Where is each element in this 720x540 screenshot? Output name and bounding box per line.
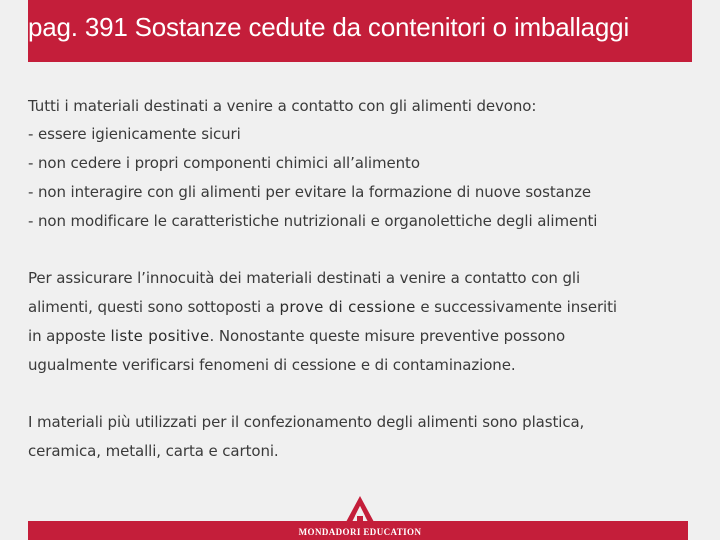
mondadori-logo-icon — [340, 494, 380, 524]
paragraph3-line2: ceramica, metalli, carta e cartoni. — [28, 442, 279, 460]
text-span: in apposte — [28, 327, 111, 345]
paragraph2-line3 — [28, 327, 565, 345]
publisher-logo — [286, 494, 434, 540]
paragraph3-line1: I materiali più utilizzati per il confezionamento degli alimenti sono plastica, — [28, 413, 585, 431]
bullet-item: - non cedere i propri componenti chimici all’alimento — [28, 154, 420, 172]
logo-text: MONDADORI EDUCATION — [298, 527, 422, 537]
text-span: alimenti, questi sono sottoposti a — [28, 298, 280, 316]
bullet-item: - non interagire con gli alimenti per evitare la formazione di nuove sostanze — [28, 183, 592, 201]
emphasis-liste-positive: liste positive — [110, 327, 210, 345]
paragraph2-line4: ugualmente verificarsi fenomeni di cessione e di contaminazione. — [28, 356, 516, 374]
page-title: pag. 391 Sostanze cedute da contenitori o imballaggi — [28, 12, 630, 42]
bullet-item: - essere igienicamente sicuri — [28, 125, 241, 143]
intro-text: Tutti i materiali destinati a venire a contatto con gli alimenti devono: — [28, 97, 537, 115]
text-span: . Nonostante queste misure preventive possono — [209, 327, 566, 345]
bullet-item: - non modificare le caratteristiche nutrizionali e organolettiche degli alimenti — [28, 212, 598, 230]
paragraph2-line1: Per assicurare l’innocuità dei materiali destinati a venire a contatto con gli — [28, 269, 581, 287]
emphasis-prove-di-cessione: prove di cessione — [279, 298, 416, 316]
text-span: e successivamente inseriti — [415, 298, 617, 316]
paragraph2-line2 — [28, 298, 617, 316]
title-bar — [28, 0, 692, 62]
